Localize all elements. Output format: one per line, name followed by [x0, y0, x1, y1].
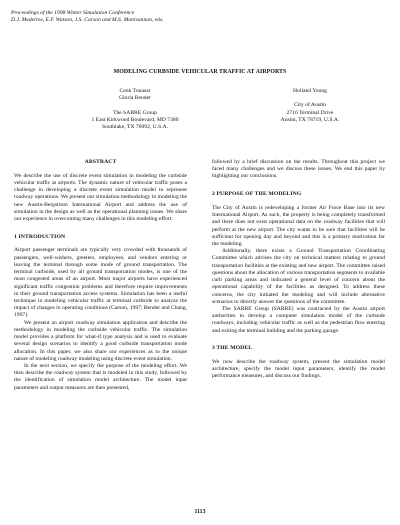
section-heading-model: 3 THE MODEL — [212, 345, 253, 352]
author-block-left — [60, 88, 210, 131]
author-name: Gloria Bender — [119, 95, 151, 102]
author-affiliation: The SABRE Group — [113, 109, 157, 116]
paragraph: We now describe the roadway system, present the simulation model architecture, specify the model input parameters, identify the model performance measures, and discuss our findings. — [212, 359, 385, 380]
page-number: 1113 — [194, 509, 206, 515]
section-heading-introduction: 1 INTRODUCTION — [14, 233, 66, 240]
paragraph: In the next section, we specify the purpose of the modeling effort. We then describe the roadway system that is modeled in this study, followed by the identification of simulation model architecture. The model input parameters and output measures are then presented, — [14, 362, 187, 391]
author-block-right — [245, 88, 375, 124]
paragraph: Additionally, there exists a Ground Transportation Coordinating Committee which advises the city on technical matters relating to ground transportation facilities at the existing and new airport. The committee raised questions about the allocation of various transportation segments to available curb parking areas and indicated a general level of concern about the operational capability of the facilities as designed. To address these concerns, the city initiated the modeling and will include alternative scenarios to directly answer the questions of the committee. — [212, 248, 385, 305]
editors-line: D.J. Medeiros, E.F. Watson, J.S. Carson and M.S. Manivannan, eds. — [11, 17, 164, 24]
author-address: Southlake, TX 76092, U.S.A. — [101, 124, 169, 130]
author-name: Holland Young — [293, 88, 327, 94]
right-column — [212, 159, 385, 381]
paragraph: followed by a brief discussion on the results. Throughout this project we faced many challenges and we discuss these issues. We end this paper by highlighting our conclusions. — [212, 159, 385, 180]
proceedings-header — [11, 10, 164, 25]
paragraph: We present an airport roadway simulation application and describe the methodology in modeling the curbside vehicular traffic. The simulation model provides a platform for what-if type analysis and is used to evaluate several design scenarios to identify a good curbside transportation mode allocation. In this paper, we also share our experiences as to the unique nature of modeling roadway modeling using discrete event simulation. — [14, 319, 187, 362]
paragraph: The City of Austin is redeveloping a former Air Force Base into its new International Airport. As such, the property is being completely transformed and there does not exist operational data on the roadway facilities that will perform at the new airport. The city wants to be sure that facilities will be sufficient for opening day and beyond and this is a primary motivation for the modeling. — [212, 204, 385, 247]
author-affiliation: City of Austin — [294, 102, 326, 109]
abstract-heading: ABSTRACT — [84, 159, 117, 165]
author-address: 2716 Terminal Drive — [286, 109, 334, 116]
section-heading-purpose: 2 PURPOSE OF THE MODELING — [212, 191, 302, 198]
paragraph: The SABRE Group (SABRE) was contracted by the Austin airport authorities to develop a computer simulation model of the curbside roadways, including vehicular traffic as well as the pedestrian flow entering and exiting the terminal building and the parking garage. — [212, 305, 385, 334]
author-address: Austin, TX 78719, U.S.A. — [280, 116, 340, 123]
proceedings-line: Proceedings of the 1998 Winter Simulation Conference — [11, 10, 135, 16]
paragraph: Airport passenger terminals are typically very crowded with thousands of passengers, well-wishers, greeters, employees, and vendors entering or leaving the terminal through some mode of ground transportation. The terminal curbside, used by all ground transportation modes, is one of the most congested areas of an airport. Most major airports have experienced significant traffic congestion problems and therefore require improvements in their ground transportation access systems. Simulation has been a useful technique in modeling vehicular traffic at terminal curbside to analyze the impact of changes in operating conditions (Carson, 1997; Bender and Chang, 1997). — [14, 247, 187, 319]
left-column — [14, 159, 187, 392]
author-address: 1 East Kirkwood Boulevard, MD 7380 — [91, 116, 179, 123]
paper-title: MODELING CURBSIDE VEHICULAR TRAFFIC AT AIRPORTS — [113, 69, 287, 75]
abstract-text: We describe the use of discrete event simulation in modeling the curbside vehicular traffic at airports. The dynamic nature of vehicular traffic poses a challenge in developing a discrete event simulation model to represent roadway operations. We present our simulation methodology in modeling the new Austin-Bergstrom International Airport and address the use of simulation in the design as well as the operational planning issues. We share our experience in overcoming many challenges in this modeling effort. — [14, 172, 187, 223]
author-name: Cenk Tunasar — [119, 88, 151, 94]
